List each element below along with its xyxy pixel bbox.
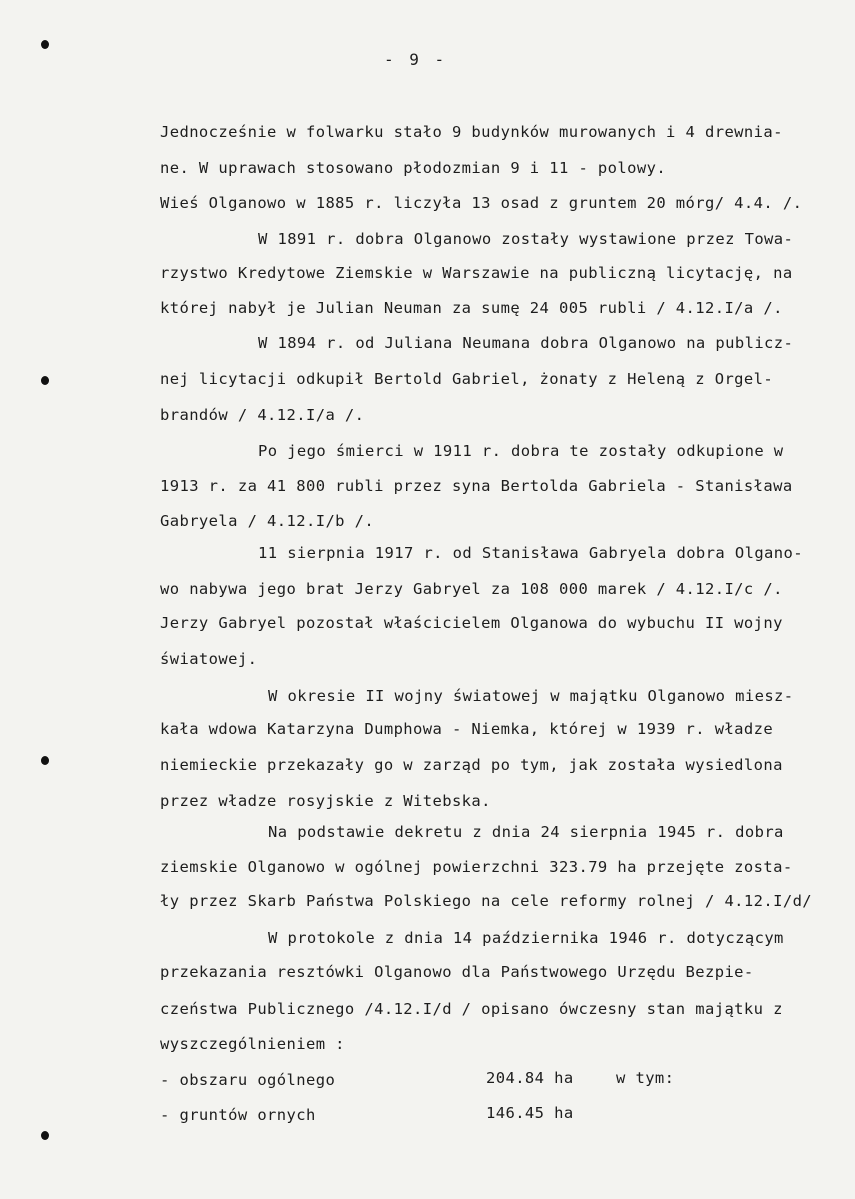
text-line: kała wdowa Katarzyna Dumphowa - Niemka, której w 1939 r. władze bbox=[160, 720, 774, 738]
text-line: wyszczególnieniem : bbox=[160, 1035, 345, 1053]
text-line: 1913 r. za 41 800 rubli przez syna Bertolda Gabriela - Stanisława bbox=[160, 477, 793, 495]
table-row-value: 146.45 ha bbox=[486, 1104, 574, 1122]
punch-hole-mark bbox=[41, 376, 49, 385]
text-line: przekazania resztówki Olganowo dla Państwowego Urzędu Bezpie- bbox=[160, 963, 754, 981]
text-line: czeństwa Publicznego /4.12.I/d / opisano ówczesny stan majątku z bbox=[160, 1000, 783, 1018]
text-line: W 1891 r. dobra Olganowo zostały wystawione przez Towa- bbox=[258, 230, 794, 248]
text-line: W protokole z dnia 14 października 1946 r. dotyczącym bbox=[268, 929, 784, 947]
text-line: Na podstawie dekretu z dnia 24 sierpnia 1945 r. dobra bbox=[268, 823, 784, 841]
table-row-label: - obszaru ogólnego bbox=[160, 1071, 336, 1089]
text-line: 11 sierpnia 1917 r. od Stanisława Gabryela dobra Olgano- bbox=[258, 544, 803, 562]
page-number: - 9 - bbox=[384, 50, 448, 69]
text-line: Po jego śmierci w 1911 r. dobra te zostały odkupione w bbox=[258, 442, 784, 460]
text-line: rzystwo Kredytowe Ziemskie w Warszawie na publiczną licytację, na bbox=[160, 264, 793, 282]
text-line: Jednocześnie w folwarku stało 9 budynków murowanych i 4 drewnia- bbox=[160, 123, 783, 141]
text-line: W 1894 r. od Juliana Neumana dobra Olganowo na publicz- bbox=[258, 334, 794, 352]
text-line: niemieckie przekazały go w zarząd po tym, jak została wysiedlona bbox=[160, 756, 783, 774]
punch-hole-mark bbox=[41, 40, 49, 49]
text-line: Jerzy Gabryel pozostał właścicielem Olganowa do wybuchu II wojny bbox=[160, 614, 783, 632]
text-line: Wieś Olganowo w 1885 r. liczyła 13 osad z gruntem 20 mórg/ 4.4. /. bbox=[160, 194, 803, 212]
text-line: Gabryela / 4.12.I/b /. bbox=[160, 512, 375, 530]
text-line: brandów / 4.12.I/a /. bbox=[160, 406, 365, 424]
table-row-value: 204.84 ha bbox=[486, 1069, 574, 1087]
text-line: przez władze rosyjskie z Witebska. bbox=[160, 792, 491, 810]
text-line: wo nabywa jego brat Jerzy Gabryel za 108 000 marek / 4.12.I/c /. bbox=[160, 580, 783, 598]
punch-hole-mark bbox=[41, 756, 49, 765]
text-line: której nabył je Julian Neuman za sumę 24 005 rubli / 4.12.I/a /. bbox=[160, 299, 783, 317]
text-line: nej licytacji odkupił Bertold Gabriel, żonaty z Heleną z Orgel- bbox=[160, 370, 774, 388]
text-line: ziemskie Olganowo w ogólnej powierzchni 323.79 ha przejęte zosta- bbox=[160, 858, 793, 876]
text-line: W okresie II wojny światowej w majątku Olganowo miesz- bbox=[268, 687, 794, 705]
table-row-label: - gruntów ornych bbox=[160, 1106, 316, 1124]
table-row-note: w tym: bbox=[616, 1069, 675, 1087]
text-line: światowej. bbox=[160, 650, 258, 668]
text-line: ły przez Skarb Państwa Polskiego na cele reformy rolnej / 4.12.I/d/ bbox=[160, 892, 813, 910]
text-line: ne. W uprawach stosowano płodozmian 9 i 11 - polowy. bbox=[160, 159, 667, 177]
punch-hole-mark bbox=[41, 1131, 49, 1140]
